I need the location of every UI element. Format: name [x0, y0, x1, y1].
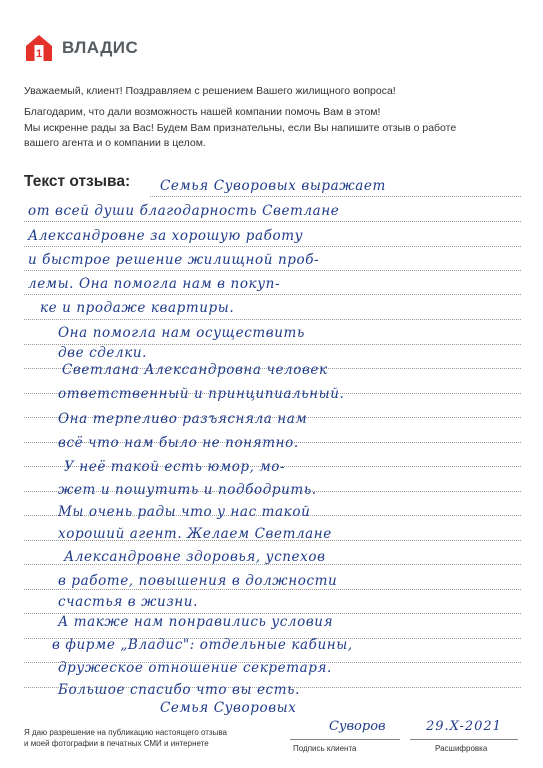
consent-line: Я даю разрешение на публикацию настоящего отзыва	[24, 728, 227, 737]
review-heading: Текст отзыва:	[24, 173, 131, 190]
review-line: Семья Суворовых выражает	[160, 178, 386, 194]
review-line: ответственный и принципиальный.	[58, 386, 345, 402]
review-line: всё что нам было не понятно.	[58, 435, 299, 451]
review-line: от всей души благодарность Светлане	[28, 203, 340, 219]
publication-consent	[24, 727, 274, 749]
ruled-line	[24, 589, 521, 590]
review-line: Александровне здоровья, успехов	[64, 549, 326, 565]
brand-logo	[24, 33, 138, 63]
signature-date: 29.X-2021	[426, 719, 502, 734]
brand-name: ВЛАДИС	[62, 38, 139, 57]
ruled-line	[24, 221, 521, 222]
ruled-line	[24, 246, 521, 247]
ruled-line	[150, 196, 521, 197]
review-line: А также нам понравились условия	[58, 614, 334, 630]
review-line: две сделки.	[58, 345, 148, 361]
greeting-text: Уважаемый, клиент! Поздравляем с решением Вашего жилищного вопроса!	[24, 85, 396, 97]
review-line: Александровне за хорошую работу	[28, 228, 304, 244]
review-line: Мы очень рады что у нас такой	[58, 504, 311, 520]
review-line: лемы. Она помогла нам в покуп-	[28, 276, 281, 292]
signature-line	[290, 739, 400, 740]
svg-text:1: 1	[35, 48, 43, 60]
consent-line: и моей фотографии в печатных СМИ и интернете	[24, 739, 209, 748]
ruled-line	[24, 319, 521, 320]
review-line: Светлана Александровна человек	[62, 362, 328, 378]
review-line: ке и продаже квартиры.	[40, 300, 235, 316]
request-text-continued: вашего агента и о компании в целом.	[24, 137, 206, 149]
review-line: Она помогла нам осуществить	[58, 325, 305, 341]
review-line: счастья в жизни.	[58, 594, 198, 610]
signature-label: Подпись клиента	[293, 744, 357, 753]
house-icon	[24, 33, 54, 63]
client-signature: Суворов	[329, 719, 386, 734]
review-line: в фирме „Владис": отдельные кабины,	[52, 637, 353, 653]
request-text: Мы искренне рады за Вас! Будем Вам признательны, если Вы напишите отзыв о работе	[24, 122, 457, 134]
review-line: Семья Суворовых	[160, 700, 297, 716]
review-line: жет и пошутить и подбодрить.	[58, 482, 317, 498]
ruled-line	[24, 294, 521, 295]
review-line: дружеское отношение секретаря.	[58, 660, 332, 676]
transcript-line	[410, 739, 518, 740]
review-line: и быстрое решение жилищной проб-	[28, 252, 320, 268]
transcript-label: Расшифровка	[435, 744, 488, 753]
thanks-text: Благодарим, что дали возможность нашей компании помочь Вам в этом!	[24, 106, 381, 118]
review-line: У неё такой есть юмор, мо-	[64, 459, 286, 475]
review-line: в работе, повышения в должности	[58, 573, 338, 589]
review-line: хороший агент. Желаем Светлане	[58, 526, 332, 542]
ruled-line	[24, 270, 521, 271]
review-line: Большое спасибо что вы есть.	[58, 682, 300, 698]
review-line: Она терпеливо разъясняла нам	[58, 411, 308, 427]
